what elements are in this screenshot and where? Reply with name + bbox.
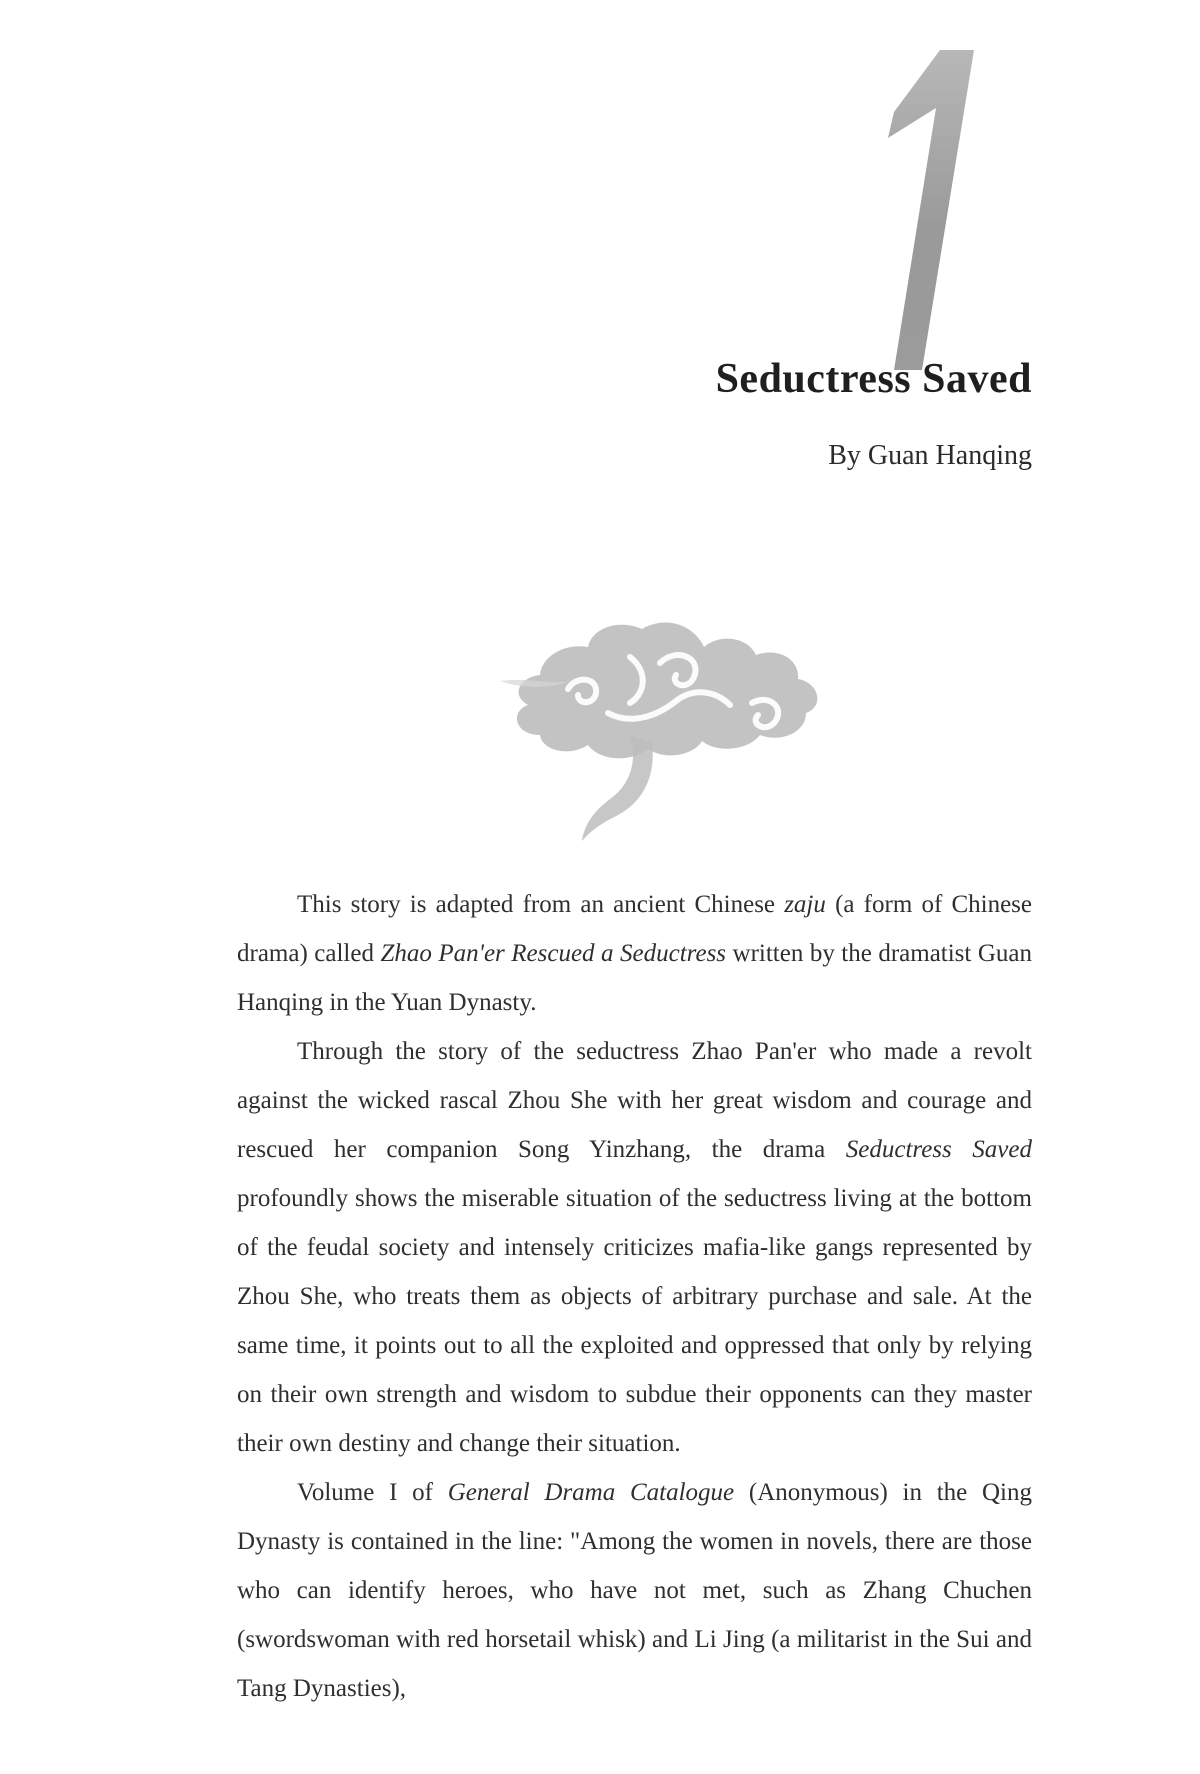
paragraph	[237, 880, 1032, 1027]
text-run: Through the story of the seductress Zhao Pan'er who made a revolt against the wicked rascal Zhou She with her great wisdom and courage and rescued her companion Song Yinzhang, the drama	[237, 1038, 1032, 1163]
italic-term: zaju	[784, 891, 826, 918]
italic-title: Zhao Pan'er Rescued a Seductress	[380, 940, 727, 967]
body-text	[237, 880, 1032, 1713]
paragraph	[237, 1468, 1032, 1713]
paragraph	[237, 1027, 1032, 1468]
chapter-title: Seductress Saved	[715, 356, 1032, 402]
author-byline: By Guan Hanqing	[828, 440, 1032, 471]
text-run: Volume I of	[297, 1479, 448, 1506]
italic-title: Seductress Saved	[845, 1136, 1032, 1163]
cloud-ornament-icon	[480, 585, 850, 845]
text-run: profoundly shows the miserable situation of the seductress living at the bottom of the feudal society and intensely criticizes mafia-like gangs represented by Zhou She, who treats them as objects of arbitrary purchase and sale. At the same time, it points out to all the exploited and oppressed that only by relying on their own strength and wisdom to subdue their opponents can they master their own destiny and change their situation.	[237, 1185, 1032, 1457]
italic-title: General Drama Catalogue	[447, 1479, 735, 1506]
text-run: (Anonymous) in the Qing Dynasty is contained in the line: "Among the women in novels, there are those who can identify heroes, who have not met, such as Zhang Chuchen (swordswoman with red horsetail whisk) and Li Jing (a militarist in the Sui and Tang Dynasties),	[237, 1479, 1032, 1702]
text-run: This story is adapted from an ancient Chinese	[297, 891, 785, 918]
text-run: (a form of Chinese drama) called	[237, 891, 1032, 967]
text-run: written by the dramatist Guan Hanqing in the Yuan Dynasty.	[237, 940, 1032, 1016]
